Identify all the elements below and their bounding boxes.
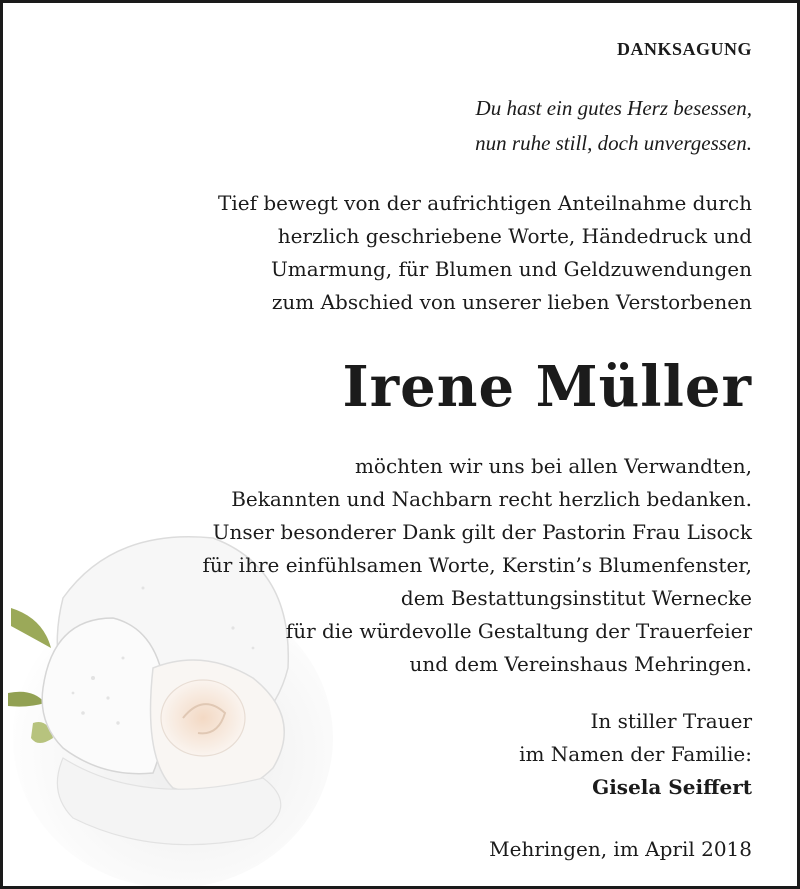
memorial-verse bbox=[475, 91, 752, 161]
intro-paragraph bbox=[218, 187, 752, 319]
signature-line: im Namen der Familie: bbox=[519, 742, 752, 766]
thanks-line: Bekannten und Nachbarn recht herzlich bedanken. bbox=[231, 487, 752, 511]
intro-line: Tief bewegt von der aufrichtigen Anteilnahme durch bbox=[218, 191, 752, 215]
thanks-line: möchten wir uns bei allen Verwandten, bbox=[354, 454, 752, 478]
deceased-name: Irene Müller bbox=[342, 354, 752, 420]
signature-line: In stiller Trauer bbox=[590, 709, 752, 733]
thanks-line: und dem Vereinshaus Mehringen. bbox=[409, 652, 752, 676]
intro-line: zum Abschied von unserer lieben Verstorbenen bbox=[271, 290, 752, 314]
intro-line: herzlich geschriebene Worte, Händedruck und bbox=[277, 224, 752, 248]
heading-danksagung: DANKSAGUNG bbox=[616, 39, 752, 59]
verse-line: nun ruhe still, doch unvergessen. bbox=[475, 131, 752, 155]
intro-line: Umarmung, für Blumen und Geldzuwendungen bbox=[270, 257, 752, 281]
signer-name: Gisela Seiffert bbox=[592, 775, 752, 799]
thanks-line: für die würdevolle Gestaltung der Trauerfeier bbox=[285, 619, 752, 643]
verse-line: Du hast ein gutes Herz besessen, bbox=[475, 96, 752, 120]
place-date: Mehringen, im April 2018 bbox=[489, 837, 752, 861]
signature-block bbox=[519, 705, 752, 804]
thanks-line: Unser besonderer Dank gilt der Pastorin Frau Lisock bbox=[212, 520, 752, 544]
thanks-line: für ihre einfühlsamen Worte, Kerstin’s Blumenfenster, bbox=[202, 553, 752, 577]
thanks-line: dem Bestattungsinstitut Wernecke bbox=[400, 586, 752, 610]
thanks-paragraph bbox=[202, 450, 752, 681]
